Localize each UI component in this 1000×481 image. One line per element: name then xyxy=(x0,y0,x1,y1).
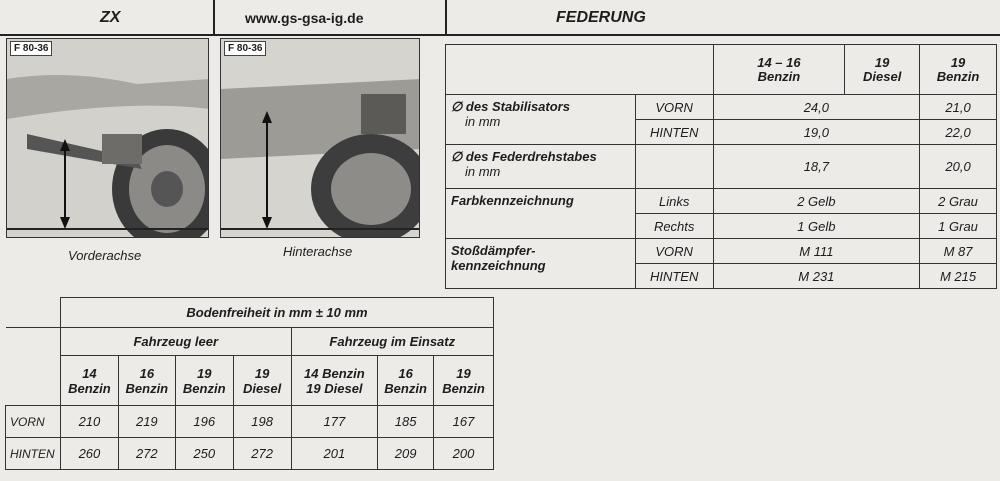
col-header: 16 Benzin xyxy=(118,356,175,406)
value-cell: 196 xyxy=(175,406,233,438)
value-cell: 272 xyxy=(233,438,291,470)
value-cell: 260 xyxy=(60,438,118,470)
group-header-leer: Fahrzeug leer xyxy=(60,328,291,356)
rear-axle-photo xyxy=(220,38,420,238)
federdrehstab-label: ∅ des Federdrehstabes in mm xyxy=(446,145,636,189)
row-position: HINTEN xyxy=(635,120,713,145)
col-header: 14 Benzin 19 Diesel xyxy=(291,356,378,406)
value-cell: 185 xyxy=(378,406,434,438)
value-cell: 200 xyxy=(434,438,494,470)
value-cell: 219 xyxy=(118,406,175,438)
bodenfreiheit-table xyxy=(5,297,494,470)
row-position: VORN xyxy=(635,95,713,120)
row-position: Links xyxy=(635,189,713,214)
header-divider xyxy=(213,0,215,36)
empty-cell xyxy=(635,145,713,189)
front-axle-illustration xyxy=(7,39,209,238)
col-header: 19 Benzin xyxy=(434,356,494,406)
website-label: www.gs-gsa-ig.de xyxy=(245,10,364,26)
front-axle-caption: Vorderachse xyxy=(68,248,142,263)
value-cell: 21,0 xyxy=(920,95,997,120)
value-cell: 2 Gelb xyxy=(713,189,919,214)
farbkennzeichnung-label: Farbkennzeichnung xyxy=(446,189,636,239)
value-cell: 167 xyxy=(434,406,494,438)
model-label: ZX xyxy=(100,9,121,26)
row-position: Rechts xyxy=(635,214,713,239)
value-cell: 250 xyxy=(175,438,233,470)
value-cell: 210 xyxy=(60,406,118,438)
group-header-einsatz: Fahrzeug im Einsatz xyxy=(291,328,493,356)
value-cell: M 87 xyxy=(920,239,997,264)
stabilisator-label: ∅ des Stabilisators in mm xyxy=(446,95,636,145)
col-header: 19 Benzin xyxy=(920,45,997,95)
value-cell: 24,0 xyxy=(713,95,919,120)
bodenfreiheit-title: Bodenfreiheit in mm ± 10 mm xyxy=(60,298,493,328)
value-cell: 18,7 xyxy=(713,145,919,189)
value-cell: 22,0 xyxy=(920,120,997,145)
value-cell: 20,0 xyxy=(920,145,997,189)
value-cell: 177 xyxy=(291,406,378,438)
row-position: HINTEN xyxy=(635,264,713,289)
col-header: 16 Benzin xyxy=(378,356,434,406)
col-header: 14 – 16 Benzin xyxy=(713,45,845,95)
col-header: 14 Benzin xyxy=(60,356,118,406)
header-bar xyxy=(0,0,1000,36)
value-cell: 272 xyxy=(118,438,175,470)
value-cell: 201 xyxy=(291,438,378,470)
col-header: 19 Diesel xyxy=(233,356,291,406)
row-label: HINTEN xyxy=(6,438,61,470)
empty-cell xyxy=(6,298,61,328)
value-cell: 2 Grau xyxy=(920,189,997,214)
value-cell: 1 Grau xyxy=(920,214,997,239)
empty-cell xyxy=(6,328,61,356)
col-header: 19 Diesel xyxy=(845,45,920,95)
row-label: VORN xyxy=(6,406,61,438)
photo-code: F 80-36 xyxy=(10,41,52,56)
row-position: VORN xyxy=(635,239,713,264)
value-cell: 198 xyxy=(233,406,291,438)
front-axle-photo xyxy=(6,38,209,238)
federung-table xyxy=(445,44,997,289)
value-cell: 1 Gelb xyxy=(713,214,919,239)
rear-axle-illustration xyxy=(221,39,420,238)
photo-code: F 80-36 xyxy=(224,41,266,56)
stossdaempfer-label: Stoßdämpfer- kennzeichnung xyxy=(446,239,636,289)
header-divider xyxy=(445,0,447,36)
empty-cell xyxy=(6,356,61,406)
col-header: 19 Benzin xyxy=(175,356,233,406)
value-cell: M 215 xyxy=(920,264,997,289)
value-cell: M 231 xyxy=(713,264,919,289)
rear-axle-caption: Hinterachse xyxy=(283,244,353,259)
empty-header xyxy=(446,45,714,95)
page-title: FEDERUNG xyxy=(556,9,646,26)
value-cell: 19,0 xyxy=(713,120,919,145)
value-cell: 209 xyxy=(378,438,434,470)
value-cell: M 111 xyxy=(713,239,919,264)
